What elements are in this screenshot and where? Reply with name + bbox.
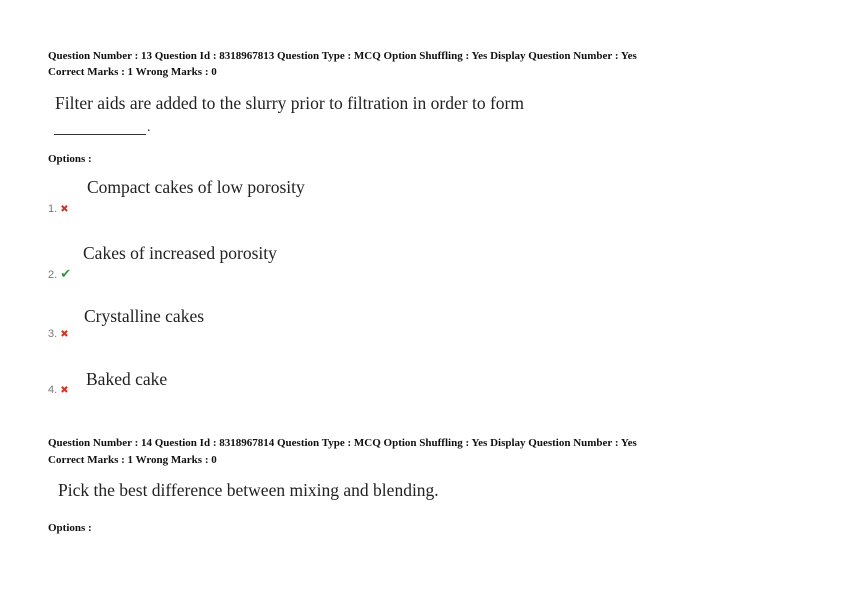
option-number-label: 4.: [48, 384, 58, 396]
q13-option-4-number: [48, 384, 69, 396]
q13-option-1-text: Compact cakes of low porosity: [87, 177, 305, 197]
q13-header-line2: Correct Marks : 1 Wrong Marks : 0: [48, 66, 217, 78]
option-number-label: 2.: [48, 269, 58, 281]
q14-header-line2: Correct Marks : 1 Wrong Marks : 0: [48, 454, 217, 466]
option-number-label: 3.: [48, 328, 58, 340]
q13-option-3-text: Crystalline cakes: [84, 306, 205, 326]
q13-option-2-number: [48, 266, 71, 282]
q13-option-3-number: [48, 328, 69, 340]
q13-question-text: Filter aids are added to the slurry prior to filtration in order to form: [55, 93, 524, 113]
q13-options-label: Options :: [48, 153, 92, 165]
wrong-cross-icon: ✖: [60, 329, 69, 340]
q13-answer-blank: [54, 134, 146, 135]
wrong-cross-icon: ✖: [60, 204, 69, 215]
wrong-cross-icon: ✖: [60, 385, 69, 396]
correct-check-icon: ✔: [60, 266, 72, 281]
q13-header-line1: Question Number : 13 Question Id : 8318967813 Question Type : MCQ Option Shuffling : Yes Display Question Number : Yes: [48, 50, 637, 62]
q13-option-1-number: [48, 203, 69, 215]
q13-option-4-text: Baked cake: [86, 369, 168, 389]
q13-blank-suffix: .: [147, 120, 151, 135]
q14-options-label: Options :: [48, 522, 92, 534]
q14-header-line1: Question Number : 14 Question Id : 8318967814 Question Type : MCQ Option Shuffling : Yes Display Question Number : Yes: [48, 437, 637, 449]
option-number-label: 1.: [48, 203, 58, 215]
q13-option-2-text: Cakes of increased porosity: [83, 243, 277, 263]
q14-question-text: Pick the best difference between mixing and blending.: [58, 480, 439, 500]
